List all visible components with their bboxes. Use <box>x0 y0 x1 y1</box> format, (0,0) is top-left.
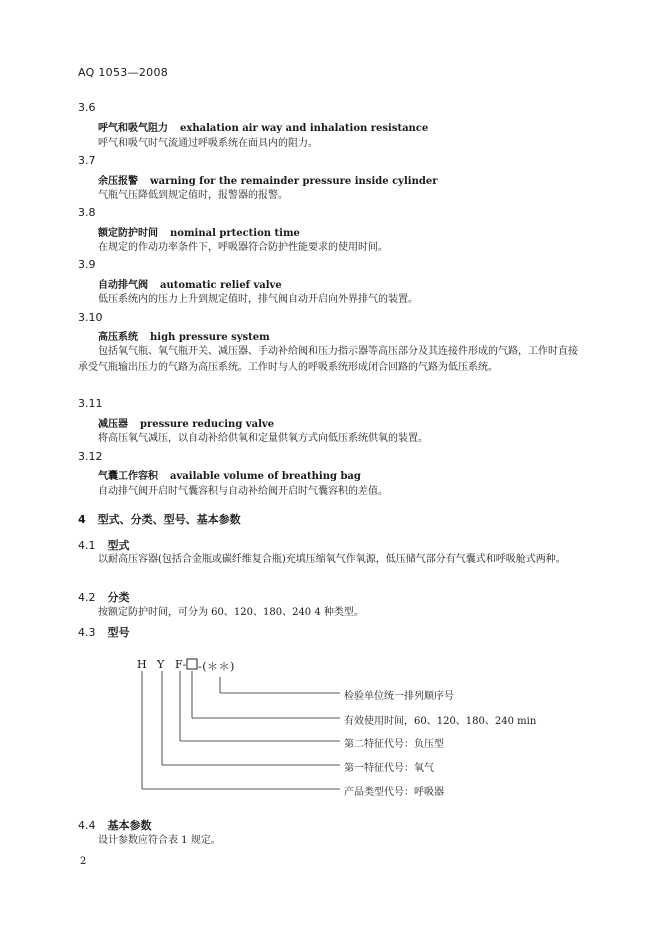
term-en: pressure reducing valve <box>140 419 275 430</box>
definition-text: 呼气和吸气时气流通过呼吸系统在面具内的阻力。 <box>98 138 318 149</box>
clause-number: 3.10 <box>78 311 103 324</box>
header-code: AQ 1053—2008 <box>78 66 169 79</box>
term-zh: 呼气和吸气阻力 <box>98 123 168 134</box>
definition-text: 气瓶气压降低到规定值时，报警器的报警。 <box>98 190 288 201</box>
subsection-title: 分类 <box>107 591 130 604</box>
term <box>98 415 274 430</box>
subsection-number: 4.3 <box>78 626 96 639</box>
diagram-label: 产品类型代号：呼吸器 <box>344 787 444 798</box>
diagram-label: 第一特征代号：氧气 <box>344 763 434 774</box>
section-heading <box>78 511 241 527</box>
subsection-title: 型式 <box>107 539 130 552</box>
subsection-title: 型号 <box>107 626 130 639</box>
term-zh: 自动排气阀 <box>98 280 148 291</box>
term-en: high pressure system <box>150 332 270 343</box>
term-zh: 减压器 <box>98 419 128 430</box>
term <box>98 172 437 187</box>
term <box>98 224 300 239</box>
subsection-heading <box>78 624 130 640</box>
code-letter-f: F- <box>175 658 187 671</box>
clause-number: 3.11 <box>78 397 103 410</box>
term <box>98 276 282 291</box>
subsection-title: 基本参数 <box>107 819 152 832</box>
term-en: exhalation air way and inhalation resistance <box>180 123 429 134</box>
paragraph-text: 设计参数应符合表 1 规定。 <box>98 835 221 846</box>
clause-number: 3.9 <box>78 258 96 271</box>
definition-text: 低压系统内的压力上升到规定值时，排气阀自动开启向外界排气的装置。 <box>98 294 418 305</box>
code-serial: -(＊＊) <box>198 660 235 673</box>
subsection-number: 4.1 <box>78 539 96 552</box>
diagram-label: 检验单位统一排列顺序号 <box>344 691 454 702</box>
term-zh: 额定防护时间 <box>98 228 158 239</box>
term <box>98 328 270 343</box>
clause-number: 3.12 <box>78 450 103 463</box>
term-en: automatic relief valve <box>160 280 282 291</box>
section-number: 4 <box>78 513 86 526</box>
subsection-heading <box>78 589 130 605</box>
term-zh: 高压系统 <box>98 332 138 343</box>
paragraph-text: 按额定防护时间，可分为 60、120、180、240 4 种类型。 <box>98 607 364 618</box>
page-number: 2 <box>80 856 87 867</box>
code-letter-y: Y <box>157 658 165 671</box>
subsection-heading <box>78 537 130 553</box>
term <box>98 119 428 134</box>
code-box <box>187 659 197 669</box>
term-zh: 气囊工作容积 <box>98 471 158 482</box>
clause-number: 3.7 <box>78 154 96 167</box>
diagram-label: 有效使用时间，60、120、180、240 min <box>344 716 537 727</box>
subsection-heading <box>78 817 152 833</box>
clause-number: 3.8 <box>78 206 96 219</box>
term <box>98 467 361 482</box>
subsection-number: 4.2 <box>78 591 96 604</box>
definition-text: 自动排气阀开启时气囊容积与自动补给阀开启时气囊容积的差值。 <box>98 486 388 497</box>
subsection-number: 4.4 <box>78 819 96 832</box>
paragraph-text: 以耐高压容器(包括合金瓶或碳纤维复合瓶)充填压缩氧气作氧源，低压储气部分有气囊式和呼吸舱式两种。 <box>98 554 566 565</box>
code-letter-h: H <box>137 658 148 671</box>
definition-text: 包括氧气瓶、氧气瓶开关、减压器、手动补给阀和压力指示器等高压部分及其连接件形成的气路，工作时直接承受气瓶输出压力的气路为高压系统。工作时与人的呼吸系统形成闭合回路的气路为低压系统。 <box>78 346 578 373</box>
term-en: nominal prtection time <box>170 228 300 239</box>
term-en: warning for the remainder pressure inside cylinder <box>150 176 438 187</box>
clause-number: 3.6 <box>78 101 96 114</box>
section-title: 型式、分类、型号、基本参数 <box>97 513 241 526</box>
term-en: available volume of breathing bag <box>170 471 361 482</box>
definition-text: 将高压氧气减压，以自动补给供氧和定量供氧方式向低压系统供氧的装置。 <box>98 433 428 444</box>
diagram-label: 第二特征代号：负压型 <box>344 739 444 750</box>
term-zh: 余压报警 <box>98 176 138 187</box>
definition-text: 在规定的作动功率条件下，呼吸器符合防护性能要求的使用时间。 <box>98 242 388 253</box>
